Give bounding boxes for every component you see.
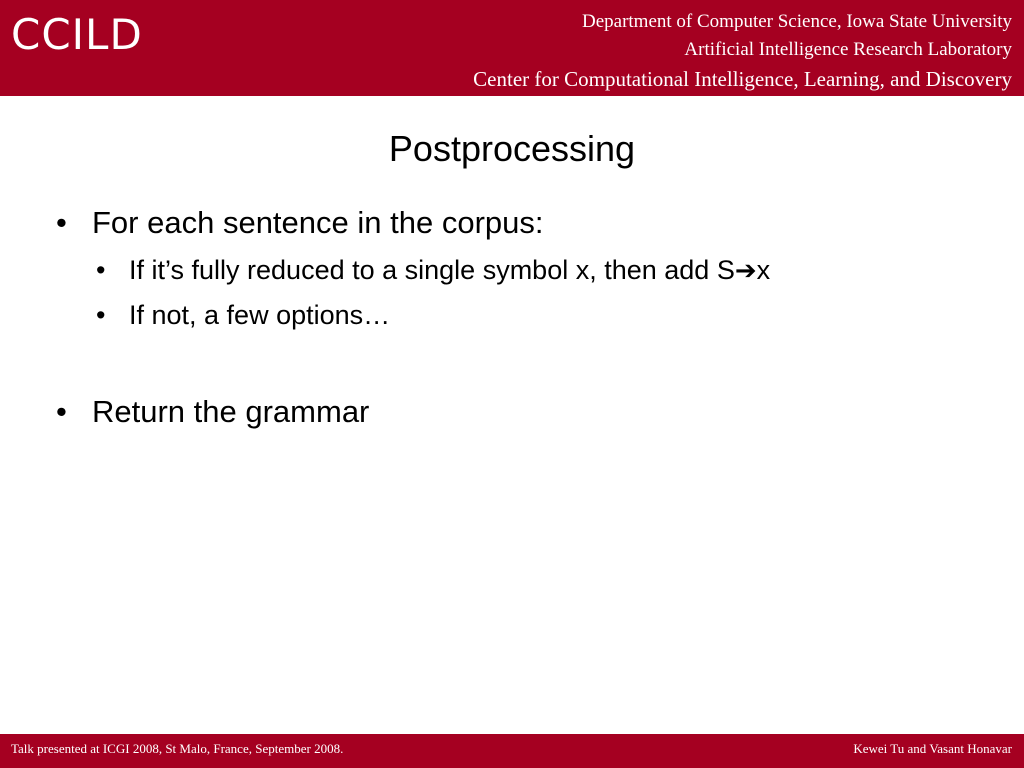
bullet-text bbox=[129, 253, 770, 288]
bullet-text-before: If it’s fully reduced to a single symbol x, then add S bbox=[129, 255, 735, 285]
footer-talk-info: Talk presented at ICGI 2008, St Malo, France, September 2008. bbox=[11, 741, 344, 756]
bullet-marker: • bbox=[56, 205, 67, 240]
bullet-marker: • bbox=[56, 394, 67, 429]
footer-bar bbox=[0, 734, 1024, 768]
bullet-text-after: x bbox=[756, 255, 771, 285]
bullet-text: Return the grammar bbox=[92, 394, 370, 429]
slide-title: Postprocessing bbox=[388, 128, 636, 169]
bullet-marker: • bbox=[96, 255, 106, 285]
right-arrow-icon: ➔ bbox=[734, 256, 757, 286]
affiliation-center: Center for Computational Intelligence, Learning, and Discovery bbox=[473, 67, 1012, 91]
bullet-text: For each sentence in the corpus: bbox=[92, 205, 544, 240]
ccild-logo: CCILD bbox=[11, 10, 143, 59]
affiliation-department: Department of Computer Science, Iowa State University bbox=[581, 11, 1012, 32]
footer-authors: Kewei Tu and Vasant Honavar bbox=[853, 741, 1012, 756]
bullet-text: If not, a few options… bbox=[129, 300, 391, 330]
affiliation-laboratory: Artificial Intelligence Research Laboratory bbox=[684, 39, 1012, 60]
bullet-marker: • bbox=[96, 300, 106, 330]
affiliation-block bbox=[473, 8, 1012, 94]
header-bar bbox=[0, 0, 1024, 96]
